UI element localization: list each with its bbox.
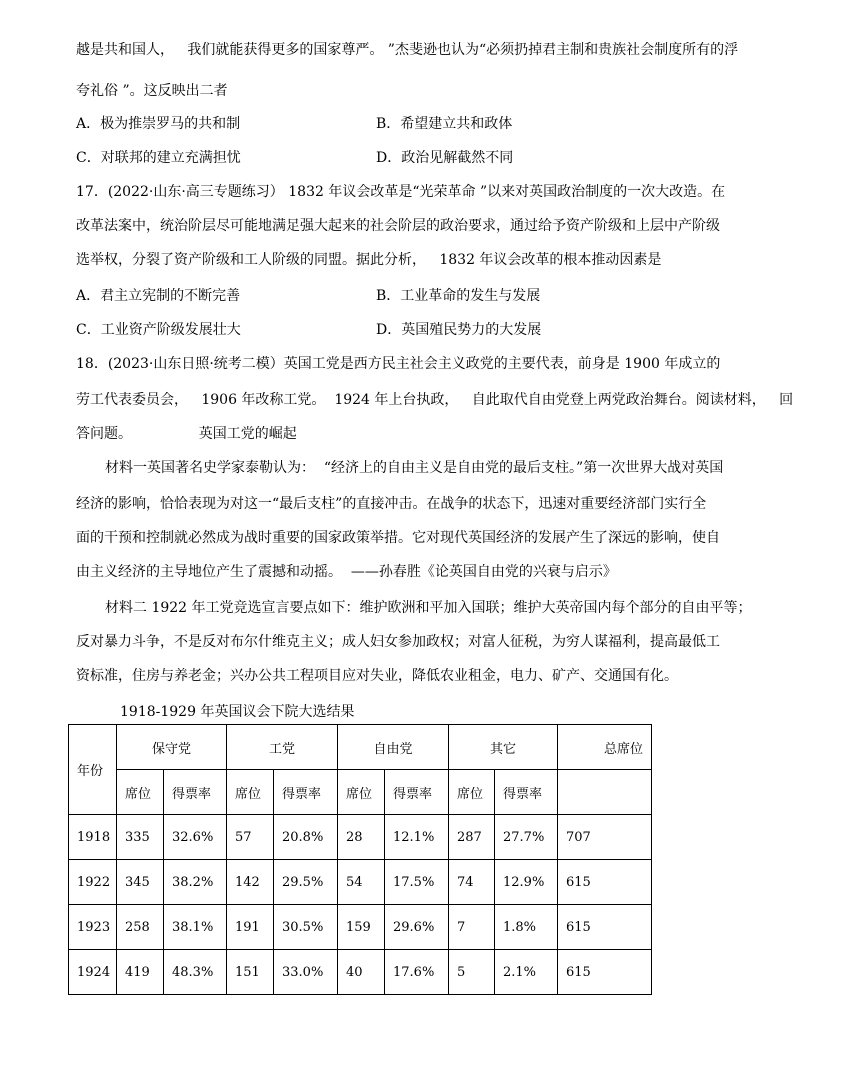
other-seats-cell: 5 [449,950,495,995]
other-rate-cell: 12.9% [495,860,558,905]
table-row [69,815,652,860]
material-2-line-3: 资标准，住房与养老金；兴办公共工程项目应对失业，降低农业租金，电力、矿产、交通国有化。 [76,668,678,684]
table-body [69,815,652,995]
other-seats-cell: 287 [449,815,495,860]
table-caption: 1918-1929 年英国议会下院大选结果 [120,704,355,720]
table-row [69,860,652,905]
q17-option-c: C．工业资产阶级发展壮大 [76,322,241,338]
total-seats-empty [558,770,652,815]
conservative-rate-cell: 32.6% [164,815,227,860]
seats-subheader: 席位 [449,770,495,815]
total-seats-cell: 615 [558,950,652,995]
question-17-line-1: 17．(2022·山东·高三专题练习） 1832 年议会改革是“光荣革命 ”以来对英国政治制度的一次大改造。在 [76,184,726,200]
material-2-line-1: 材料二 1922 年工党竞选宣言要点如下：维护欧洲和平加入国联；维护大英帝国内每个部分的自由平等； [105,600,752,616]
labour-seats-cell: 57 [227,815,274,860]
q16-option-c: C．对联邦的建立充满担忧 [76,150,241,166]
total-seats-cell: 615 [558,905,652,950]
question-16-text-line-2: 夸礼俗 ”。这反映出二者 [76,83,228,99]
material-2-line-2: 反对暴力斗争，不是反对布尔什维克主义；成人妇女参加政权；对富人征税，为穷人谋福利，提高最低工 [76,634,720,650]
liberal-seats-cell: 28 [338,815,385,860]
liberal-rate-cell: 17.5% [385,860,449,905]
liberal-seats-cell: 54 [338,860,385,905]
labour-seats-cell: 191 [227,905,274,950]
seats-subheader: 席位 [338,770,385,815]
other-rate-cell: 27.7% [495,815,558,860]
other-seats-cell: 74 [449,860,495,905]
year-cell: 1922 [69,860,117,905]
liberal-rate-cell: 29.6% [385,905,449,950]
year-cell: 1918 [69,815,117,860]
other-header: 其它 [449,725,558,770]
question-18-line-2: 劳工代表委员会， 1906 年改称工党。 1924 年上台执政， 自此取代自由党登上两党政治舞台。阅读材料， 回 [76,392,794,408]
question-17-line-3: 选举权，分裂了资产阶级和工人阶级的同盟。据此分析， 1832 年议会改革的根本推动因素是 [76,252,662,268]
other-seats-cell: 7 [449,905,495,950]
table-row [69,905,652,950]
conservative-seats-cell: 335 [117,815,164,860]
labour-rate-cell: 30.5% [274,905,338,950]
election-results-table [68,724,652,995]
material-1-line-3: 面的干预和控制就必然成为战时重要的国家政策举措。它对现代英国经济的发展产生了深远的影响，使自 [76,530,720,546]
labour-rate-cell: 20.8% [274,815,338,860]
liberal-rate-cell: 17.6% [385,950,449,995]
q17-option-b: B．工业革命的发生与发展 [376,288,541,304]
seats-subheader: 席位 [227,770,274,815]
liberal-seats-cell: 40 [338,950,385,995]
conservative-seats-cell: 419 [117,950,164,995]
year-cell: 1923 [69,905,117,950]
liberal-seats-cell: 159 [338,905,385,950]
material-1-line-1: 材料一英国著名史学家泰勒认为： “经济上的自由主义是自由党的最后支柱。”第一次世界大战对英国 [105,460,724,476]
conservative-rate-cell: 38.2% [164,860,227,905]
q17-option-a: A．君主立宪制的不断完善 [76,288,241,304]
material-1-line-4: 由主义经济的主导地位产生了震撼和动摇。 ——孙春胜《论英国自由党的兴衰与启示》 [76,564,617,580]
labour-seats-cell: 142 [227,860,274,905]
question-17-line-2: 改革法案中，统治阶层尽可能地满足强大起来的社会阶层的政治要求，通过给予资产阶级和上层中产阶级 [76,218,720,234]
liberal-rate-cell: 12.1% [385,815,449,860]
q17-option-d: D．英国殖民势力的大发展 [376,322,542,338]
conservative-seats-cell: 258 [117,905,164,950]
q16-option-d: D．政治见解截然不同 [376,150,514,166]
vote-rate-subheader: 得票率 [385,770,449,815]
table-row [69,950,652,995]
table-subheader-row [69,770,652,815]
vote-rate-subheader: 得票率 [495,770,558,815]
question-16-text-line-1: 越是共和国人， 我们就能获得更多的国家尊严。 ”杰斐逊也认为“必须扔掉君主制和贵族社会制度所有的浮 [76,42,739,58]
liberal-header: 自由党 [338,725,449,770]
total-seats-header: 总席位 [558,725,652,770]
labour-rate-cell: 29.5% [274,860,338,905]
vote-rate-subheader: 得票率 [274,770,338,815]
conservative-rate-cell: 38.1% [164,905,227,950]
year-header: 年份 [69,725,117,815]
conservative-rate-cell: 48.3% [164,950,227,995]
q16-option-b: B．希望建立共和政体 [376,116,513,132]
other-rate-cell: 1.8% [495,905,558,950]
total-seats-cell: 707 [558,815,652,860]
total-seats-cell: 615 [558,860,652,905]
conservative-header: 保守党 [117,725,227,770]
table-header-row [69,725,652,770]
labour-seats-cell: 151 [227,950,274,995]
other-rate-cell: 2.1% [495,950,558,995]
material-1-line-2: 经济的影响，恰恰表现为对这一“最后支柱”的直接冲击。在战争的状态下，迅速对重要经济部门实行全 [76,496,707,512]
labour-rate-cell: 33.0% [274,950,338,995]
question-18-line-3: 答问题。 英国工党的崛起 [76,426,297,442]
vote-rate-subheader: 得票率 [164,770,227,815]
labour-header: 工党 [227,725,338,770]
q16-option-a: A．极为推崇罗马的共和制 [76,116,241,132]
question-18-line-1: 18．(2023·山东日照·统考二模）英国工党是西方民主社会主义政党的主要代表，前身是 1900 年成立的 [76,356,721,372]
year-cell: 1924 [69,950,117,995]
seats-subheader: 席位 [117,770,164,815]
conservative-seats-cell: 345 [117,860,164,905]
